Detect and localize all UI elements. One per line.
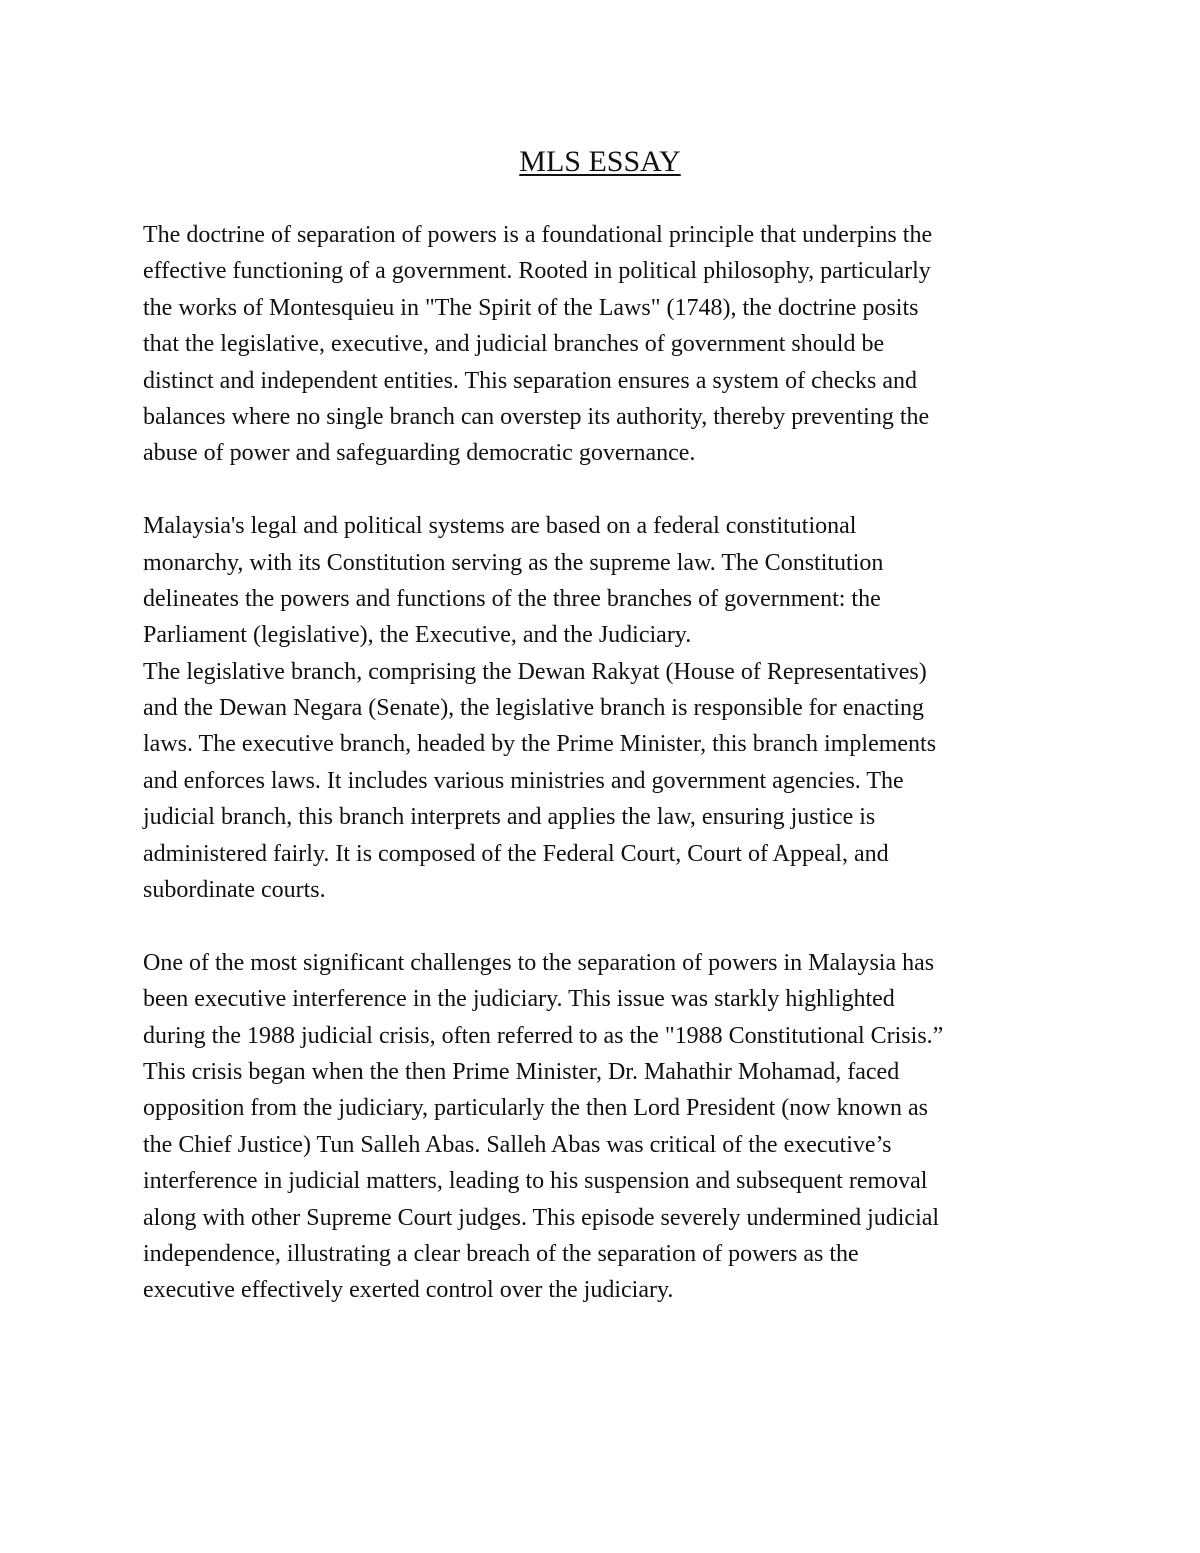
paragraph-3: [143, 945, 1083, 1309]
text-line: effective functioning of a government. Rooted in political philosophy, particularly: [143, 258, 931, 285]
text-line: distinct and independent entities. This separation ensures a system of checks and: [143, 367, 918, 394]
text-line: Malaysia's legal and political systems are based on a federal constitutional: [143, 513, 857, 540]
paragraph-1: [143, 217, 1083, 472]
text-line: interference in judicial matters, leading to his suspension and subsequent removal: [143, 1168, 928, 1195]
text-line: The legislative branch, comprising the Dewan Rakyat (House of Representatives): [143, 658, 927, 685]
text-line: and enforces laws. It includes various ministries and government agencies. The: [143, 767, 904, 794]
text-line: One of the most significant challenges to the separation of powers in Malaysia has: [143, 949, 935, 976]
paragraph-gap: [143, 472, 1083, 508]
paragraph-2: [143, 508, 1083, 908]
text-line: and the Dewan Negara (Senate), the legislative branch is responsible for enacting: [143, 695, 925, 722]
essay-title: [0, 142, 1200, 182]
text-line: subordinate courts.: [143, 877, 326, 904]
text-line: administered fairly. It is composed of the Federal Court, Court of Appeal, and: [143, 840, 889, 867]
text-line: independence, illustrating a clear breach of the separation of powers as the: [143, 1240, 859, 1267]
paragraph-gap: [143, 908, 1083, 944]
text-line: monarchy, with its Constitution serving as the supreme law. The Constitution: [143, 549, 884, 576]
essay-body: [143, 217, 1083, 1309]
text-line: Parliament (legislative), the Executive, and the Judiciary.: [143, 622, 692, 649]
text-line: judicial branch, this branch interprets and applies the law, ensuring justice is: [143, 804, 876, 831]
essay-title-text: MLS ESSAY: [519, 145, 681, 178]
text-line: laws. The executive branch, headed by the Prime Minister, this branch implements: [143, 731, 937, 758]
text-line: delineates the powers and functions of the three branches of government: the: [143, 585, 881, 612]
text-line: This crisis began when the then Prime Minister, Dr. Mahathir Mohamad, faced: [143, 1058, 900, 1085]
text-line: executive effectively exerted control over the judiciary.: [143, 1277, 674, 1304]
text-line: along with other Supreme Court judges. This episode severely undermined judicial: [143, 1204, 940, 1231]
text-line: that the legislative, executive, and judicial branches of government should be: [143, 331, 885, 358]
text-line: the Chief Justice) Tun Salleh Abas. Salleh Abas was critical of the executive’s: [143, 1131, 892, 1158]
text-line: The doctrine of separation of powers is a foundational principle that underpins the: [143, 222, 933, 248]
text-line: been executive interference in the judiciary. This issue was starkly highlighted: [143, 986, 895, 1013]
text-line: opposition from the judiciary, particularly the then Lord President (now known as: [143, 1095, 928, 1122]
text-line: the works of Montesquieu in "The Spirit of the Laws" (1748), the doctrine posits: [143, 294, 919, 321]
text-line: abuse of power and safeguarding democratic governance.: [143, 440, 696, 467]
text-line: during the 1988 judicial crisis, often referred to as the "1988 Constitutional Crisis.”: [143, 1022, 944, 1049]
text-line: balances where no single branch can overstep its authority, thereby preventing the: [143, 403, 930, 430]
